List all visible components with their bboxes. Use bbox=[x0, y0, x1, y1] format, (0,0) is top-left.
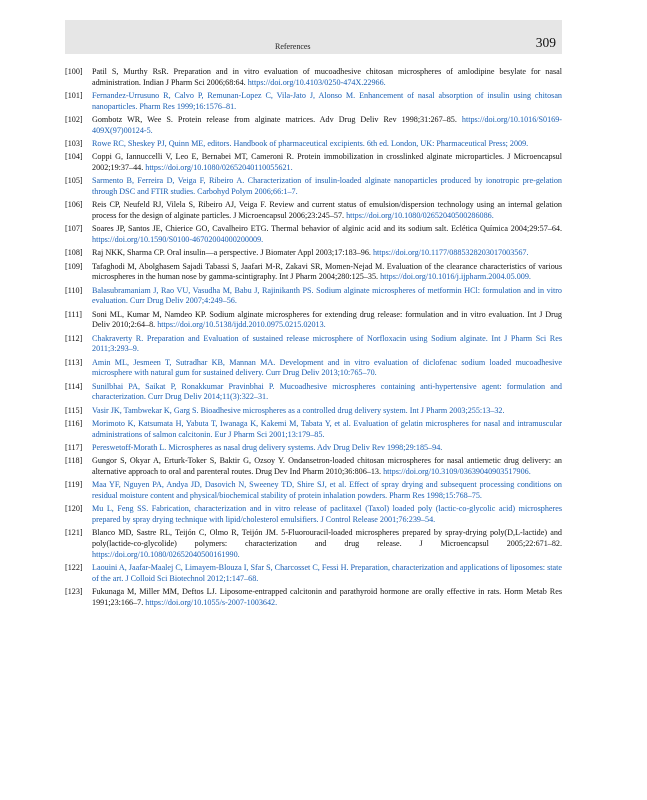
reference-citation[interactable]: Mu L, Feng SS. Fabrication, characterization and in vitro release of paclitaxel (Taxol) loaded poly (lactic-co-glycolic acid) microspheres prepared by spray drying technique with lipid/cholesterol emulsifiers. J Control Release 2001;76:239–54. bbox=[92, 504, 562, 524]
reference-text-block bbox=[92, 286, 562, 307]
reference-text-block bbox=[92, 563, 562, 584]
running-header-band bbox=[65, 20, 562, 54]
reference-entry bbox=[65, 224, 562, 245]
reference-citation[interactable]: Pereswetoff-Morath L. Microspheres as nasal drug delivery systems. Adv Drug Deliv Rev 1998;29:185–94. bbox=[92, 442, 443, 452]
reference-entry bbox=[65, 262, 562, 283]
reference-entry[interactable] bbox=[65, 480, 562, 501]
reference-number: [100] bbox=[65, 67, 83, 76]
reference-text-block bbox=[92, 358, 562, 379]
reference-number: [122] bbox=[65, 562, 83, 572]
reference-text-block bbox=[92, 310, 562, 331]
reference-entry bbox=[65, 587, 562, 608]
reference-number: [119] bbox=[65, 480, 83, 490]
reference-entry[interactable] bbox=[65, 419, 562, 440]
reference-number: [114] bbox=[65, 381, 83, 391]
reference-text-block bbox=[92, 262, 562, 283]
reference-number: [117] bbox=[65, 442, 83, 452]
reference-entry bbox=[65, 152, 562, 173]
reference-citation[interactable]: Fernandez-Urrusuno R, Calvo P, Remunan-Lopez C, Vila-Jato J, Alonso M. Enhancement of nasal absorption of insulin using chitosan nanoparticles. Pharm Res 1999;16:1576–81. bbox=[92, 91, 562, 111]
reference-text-block bbox=[92, 480, 562, 501]
reference-citation: Soares JP, Santos JE, Chierice GO, Cavalheiro ETG. Thermal behavior of alginic acid and its sodium salt. Eclética Química 2004;29:57–64. bbox=[92, 224, 562, 234]
doi-link[interactable]: https://doi.org/10.1080/02652040500286086. bbox=[346, 211, 494, 220]
reference-number: [111] bbox=[65, 309, 82, 319]
reference-text-block bbox=[92, 419, 562, 440]
reference-text-block bbox=[92, 91, 562, 112]
reference-text-block bbox=[92, 528, 562, 560]
doi-link[interactable]: https://doi.org/10.1016/j.ijpharm.2004.05.009. bbox=[380, 272, 531, 282]
reference-text-block bbox=[92, 67, 562, 88]
reference-number: [103] bbox=[65, 139, 83, 148]
reference-text-block bbox=[92, 176, 562, 197]
reference-entry[interactable] bbox=[65, 91, 562, 112]
reference-text-block bbox=[92, 504, 562, 525]
doi-link[interactable]: https://doi.org/10.3109/03639040903517906. bbox=[383, 466, 531, 476]
reference-citation: Patil S, Murthy RsR. Preparation and in vitro evaluation of mucoadhesive chitosan microspheres of amlodipine besylate for nasal administration. Indian J Pharm Sci 2006;68:64. bbox=[92, 67, 562, 87]
reference-text-block bbox=[92, 248, 562, 259]
reference-text-block bbox=[92, 200, 562, 221]
reference-entry bbox=[65, 456, 562, 477]
doi-link[interactable]: https://doi.org/10.4103/0250-474X.22966. bbox=[247, 77, 386, 87]
reference-citation: Gombotz WR, Wee S. Protein release from alginate matrices. Adv Drug Deliv Rev 1998;31:267–85. bbox=[92, 115, 462, 124]
reference-number: [118] bbox=[65, 456, 83, 466]
reference-number: [123] bbox=[65, 586, 83, 596]
reference-number: [120] bbox=[65, 504, 83, 514]
running-title: References bbox=[275, 42, 311, 51]
reference-text-block bbox=[92, 115, 562, 136]
reference-entry bbox=[65, 248, 562, 259]
reference-number: [116] bbox=[65, 418, 83, 428]
reference-entry[interactable] bbox=[65, 176, 562, 197]
reference-citation[interactable]: Rowe RC, Sheskey PJ, Quinn ME, editors. Handbook of pharmaceutical excipients. 6th ed. London, UK: Pharmaceutical Press; 2009. bbox=[92, 139, 529, 148]
reference-text-block bbox=[92, 456, 562, 477]
reference-entry[interactable] bbox=[65, 139, 562, 150]
reference-entry bbox=[65, 200, 562, 221]
reference-text-block bbox=[92, 406, 562, 417]
reference-entry bbox=[65, 67, 562, 88]
reference-text-block bbox=[92, 334, 562, 355]
reference-citation[interactable]: Balasubramaniam J, Rao VU, Vasudha M, Babu J, Rajinikanth PS. Sodium alginate microspheres of metformin HCl: formulation and in vitro evaluation. Curr Drug Deliv 2007;4:249–56. bbox=[92, 285, 562, 306]
reference-entry bbox=[65, 310, 562, 331]
doi-link[interactable]: https://doi.org/10.1080/02652040110055621. bbox=[145, 163, 293, 172]
doi-link[interactable]: https://doi.org/10.1016/S0169-409X(97)00124-5. bbox=[92, 115, 562, 135]
reference-text-block bbox=[92, 224, 562, 245]
reference-citation: Reis CP, Neufeld RJ, Vilela S, Ribeiro AJ, Veiga F. Review and current status of emulsion/dispersion technology using an internal gelation process for the design of alginate particles. J Microencapsul 2006;23:245–57. bbox=[92, 200, 562, 220]
reference-citation[interactable]: Vasir JK, Tambwekar K, Garg S. Bioadhesive microspheres as a controlled drug delivery system. Int J Pharm 2003;255:13–32. bbox=[92, 405, 505, 415]
reference-entry[interactable] bbox=[65, 406, 562, 417]
reference-citation: Raj NKK, Sharma CP. Oral insulin—a perspective. J Biomater Appl 2003;17:183–96. bbox=[92, 248, 373, 258]
reference-citation: Soni ML, Kumar M, Namdeo KP. Sodium alginate microspheres for extending drug release: formulation and in vitro evaluation. Int J Drug Deliv 2010;2:64–8. bbox=[92, 309, 562, 330]
reference-citation[interactable]: Laouini A, Jaafar-Maalej C, Limayem-Blouza I, Sfar S, Charcosset C, Fessi H. Preparation, characterization and applications of liposomes: state of the art. J Colloid Sci Biotechnol 2012;1:147–68. bbox=[92, 562, 562, 583]
reference-number: [112] bbox=[65, 333, 83, 343]
reference-citation[interactable]: Sarmento B, Ferreira D, Veiga F, Ribeiro A. Characterization of insulin-loaded alginate nanoparticles produced by ionotropic pre-gelation through DSC and FTIR studies. Carbohyd Polym 2006;66:1–7. bbox=[92, 176, 562, 196]
reference-text-block bbox=[92, 587, 562, 608]
reference-citation[interactable]: Sunilbhai PA, Saikat P, Ronakkumar Pravinbhai P. Mucoadhesive microspheres containing anti-hypertensive agent: formulation and characterization. Curr Drug Deliv 2014;11(3):322–31. bbox=[92, 381, 562, 402]
reference-number: [110] bbox=[65, 285, 83, 295]
reference-number: [104] bbox=[65, 152, 83, 162]
reference-citation[interactable]: Chakraverty R. Preparation and Evaluation of sustained release microsphere of Norfloxacin using Sodium alginate. Int J Pharm Sci Res 2011;3:293–9. bbox=[92, 333, 562, 354]
reference-number: [109] bbox=[65, 261, 83, 271]
reference-entry[interactable] bbox=[65, 286, 562, 307]
reference-entry bbox=[65, 528, 562, 560]
reference-text-block bbox=[92, 152, 562, 173]
reference-citation: Gungor S, Okyar A, Erturk-Toker S, Baktir G, Ozsoy Y. Ondansetron-loaded chitosan microspheres for nasal antiemetic drug delivery: an alternative approach to oral and parenteral routes. Drug Dev Ind Pharm 2010;36:806–13. bbox=[92, 456, 562, 476]
reference-number: [121] bbox=[65, 528, 83, 538]
doi-link[interactable]: https://doi.org/10.1177/0885328203017003567. bbox=[372, 248, 529, 258]
reference-number: [108] bbox=[65, 248, 83, 258]
reference-text-block bbox=[92, 139, 562, 150]
reference-number: [115] bbox=[65, 405, 83, 415]
reference-citation[interactable]: Maa YF, Nguyen PA, Andya JD, Dasovich N, Sweeney TD, Shire SJ, et al. Effect of spray drying and subsequent processing conditions on residual moisture content and physical/biochemical stability of protein inhalation powders. Pharm Res 1998;15:768–75. bbox=[92, 480, 562, 500]
doi-link[interactable]: https://doi.org/10.5138/ijdd.2010.0975.0215.02013. bbox=[157, 320, 326, 330]
reference-entry[interactable] bbox=[65, 334, 562, 355]
page-number: 309 bbox=[535, 35, 556, 50]
reference-entry[interactable] bbox=[65, 563, 562, 584]
reference-number: [113] bbox=[65, 357, 83, 367]
reference-citation: Fukunaga M, Miller MM, Deftos LJ. Liposome-entrapped calcitonin and parathyroid hormone are orally effective in rats. Horm Metab Res 1991;23:166–7. bbox=[92, 586, 562, 607]
reference-entry[interactable] bbox=[65, 358, 562, 379]
reference-entry bbox=[65, 115, 562, 136]
doi-link[interactable]: https://doi.org/10.1055/s-2007-1003642. bbox=[145, 597, 278, 607]
reference-text-block bbox=[92, 382, 562, 403]
reference-entry[interactable] bbox=[65, 443, 562, 454]
reference-entry[interactable] bbox=[65, 382, 562, 403]
reference-entry[interactable] bbox=[65, 504, 562, 525]
reference-citation: Tafaghodi M, Abolghasem Sajadi Tabassi S, Jaafari M-R, Zakavi SR, Momen-Nejad M. Evaluation of the clearance characteristics of various microspheres in the human nose by gamma-scintigraphy. Int J Pharm 2004;280:125–35. bbox=[92, 261, 562, 282]
reference-citation: Blanco MD, Sastre RL, Teijón C, Olmo R, Teijón JM. 5-Fluorouracil-loaded microspheres prepared by spray-drying poly(D,L-lactide) and poly(lactide-co-glycolide) polymers: characterization and drug release. J Microencapsul 2005;22:671–82. bbox=[92, 528, 562, 548]
reference-text-block bbox=[92, 443, 562, 454]
reference-number: [106] bbox=[65, 200, 83, 210]
reference-citation: Coppi G, Iannuccelli V, Leo E, Bernabei MT, Cameroni R. Protein immobilization in crosslinked alginate microparticles. J Microencapsul 2002;19:37–44. bbox=[92, 152, 562, 172]
reference-list bbox=[65, 67, 562, 611]
reference-number: [105] bbox=[65, 176, 83, 186]
reference-citation[interactable]: Amin ML, Jesmeen T, Sutradhar KB, Mannan MA. Development and in vitro evaluation of diclofenac sodium loaded mucoadhesive microsphere with natural gum for sustained delivery. Curr Drug Deliv 2013;10:765–70. bbox=[92, 357, 562, 378]
doi-link[interactable]: https://doi.org/10.1590/S0100-46702004000200009. bbox=[92, 235, 264, 244]
reference-number: [102] bbox=[65, 115, 83, 124]
reference-citation[interactable]: Morimoto K, Katsumata H, Yabuta T, Iwanaga K, Kakemi M, Tabata Y, et al. Evaluation of gelatin microspheres for nasal and intramuscular administrations of salmon calcitonin. Eur J Pharm Sci 2001;13:179–85. bbox=[92, 418, 562, 439]
reference-number: [107] bbox=[65, 224, 83, 234]
doi-link[interactable]: https://doi.org/10.1080/02652040500161990. bbox=[92, 549, 240, 559]
reference-number: [101] bbox=[65, 91, 83, 100]
